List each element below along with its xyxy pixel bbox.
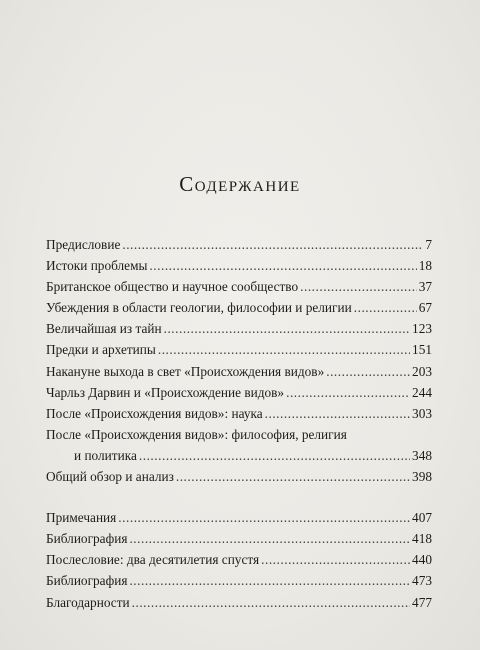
toc-entry-title: Убеждения в области геологии, философии и религии <box>46 300 352 316</box>
toc-entry-title: Примечания <box>46 510 117 526</box>
section-gap <box>46 487 432 507</box>
dot-leader <box>286 382 410 403</box>
dot-leader <box>158 339 410 360</box>
toc-entry-page: 473 <box>412 573 432 589</box>
toc-entry-title: Истоки проблемы <box>46 258 148 274</box>
toc-entry <box>46 318 432 339</box>
toc-entry-bibliography <box>46 528 432 549</box>
page-title: Содержание <box>179 172 301 196</box>
toc-entry-page: 440 <box>412 552 432 568</box>
toc-entry-page: 67 <box>418 300 432 316</box>
toc-entry <box>46 361 432 382</box>
toc-entry <box>46 255 432 276</box>
dot-leader <box>300 276 417 297</box>
toc-entry-line2 <box>46 445 432 466</box>
dot-leader <box>261 549 410 570</box>
toc-entry-page: 303 <box>412 405 432 421</box>
dot-leader <box>132 592 410 613</box>
toc-entry-page: 418 <box>412 531 432 547</box>
toc-entry-page: 398 <box>412 469 432 485</box>
toc-entry-title: Величайшая из тайн <box>46 321 162 337</box>
toc-entry-page: 7 <box>425 237 432 252</box>
dot-leader <box>118 507 410 528</box>
toc-entry-multiline <box>46 424 432 466</box>
toc-entry-title: Библиография <box>46 573 128 589</box>
toc-entry-page: 18 <box>418 258 432 274</box>
toc-entry-title-line2: и политика <box>74 447 137 463</box>
toc-entry-title-line1: После «Происхождения видов»: философия, религия <box>46 426 347 442</box>
toc-entry-page: 123 <box>412 321 432 337</box>
dot-leader <box>326 361 410 382</box>
toc-entry-page: 151 <box>412 342 432 358</box>
dot-leader <box>139 445 410 466</box>
toc-entry-title: Библиография <box>46 531 128 547</box>
toc-entry-preface <box>46 234 432 255</box>
dot-leader <box>354 297 417 318</box>
toc-entry-notes <box>46 507 432 528</box>
dot-leader <box>129 528 410 549</box>
toc-entry <box>46 297 432 318</box>
table-of-contents <box>46 234 432 613</box>
toc-entry <box>46 403 432 424</box>
toc-entry-title: Предисловие <box>46 237 121 252</box>
toc-entry-bibliography <box>46 570 432 591</box>
toc-entry-title: Накануне выхода в свет «Происхождения видов» <box>46 363 325 379</box>
toc-entry-afterword <box>46 549 432 570</box>
toc-entry-title: Общий обзор и анализ <box>46 469 174 485</box>
toc-entry-page: 477 <box>412 594 432 610</box>
toc-entry-page: 348 <box>412 447 432 463</box>
toc-entry-acknowledgments <box>46 592 432 613</box>
toc-entry-title: Чарльз Дарвин и «Происхождение видов» <box>46 384 285 400</box>
toc-entry-title: После «Происхождения видов»: наука <box>46 405 263 421</box>
toc-entry-page: 244 <box>412 384 432 400</box>
toc-entry <box>46 276 432 297</box>
dot-leader <box>164 318 410 339</box>
toc-entry <box>46 339 432 360</box>
toc-entry-page: 203 <box>412 363 432 379</box>
toc-entry-title: Послесловие: два десятилетия спустя <box>46 552 260 568</box>
dot-leader <box>176 466 410 487</box>
toc-entry-title: Предки и архетипы <box>46 342 156 358</box>
toc-entry-page: 407 <box>412 510 432 526</box>
dot-leader <box>265 403 410 424</box>
toc-entry <box>46 382 432 403</box>
dot-leader <box>129 570 410 591</box>
toc-entry-page: 37 <box>418 279 432 295</box>
dot-leader <box>122 234 423 255</box>
toc-entry-title: Британское общество и научное сообщество <box>46 279 299 295</box>
toc-entry <box>46 466 432 487</box>
toc-entry-title: Благодарности <box>46 594 130 610</box>
dot-leader <box>149 255 416 276</box>
